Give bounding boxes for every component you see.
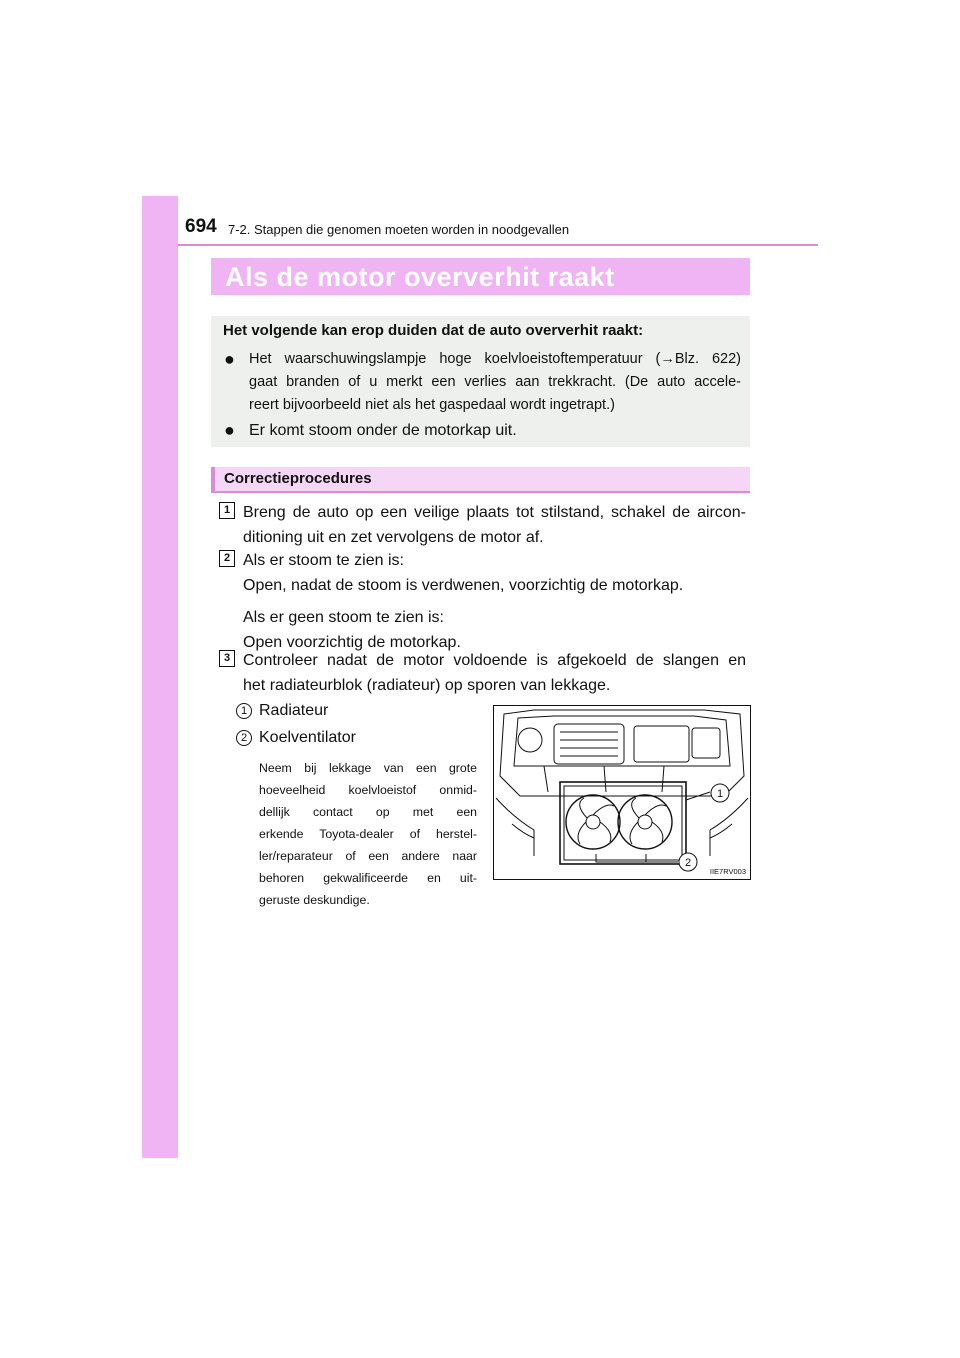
step-1-text [243, 500, 746, 550]
note-line: dellijk contact op met een [259, 805, 477, 819]
note-line: behoren gekwalificeerde en uit- [259, 871, 477, 885]
engine-bay-illustration [493, 705, 751, 880]
page-title: Als de motor oververhit raakt [225, 262, 615, 292]
step-line: Open, nadat de stoom is verdwenen, voorzichtig de motorkap. [243, 577, 684, 594]
step-line: Als er geen stoom te zien is: [243, 609, 444, 626]
step-line: Open voorzichtig de motorkap. [243, 634, 461, 651]
title-bar [211, 258, 750, 295]
warning-bullet-1 [249, 348, 741, 417]
warning-bullet-2: Er komt stoom onder de motorkap uit. [249, 422, 517, 439]
item-label-radiator: Radiateur [259, 702, 329, 719]
warning-heading: Het volgende kan erop duiden dat de auto oververhit raakt: [223, 322, 644, 339]
step-line: Als er stoom te zien is: [243, 552, 404, 569]
step-2-text [243, 548, 746, 655]
figure-callout-1: 1 [716, 788, 724, 800]
header-rule [178, 244, 818, 246]
item-label-cooling-fan: Koelventilator [259, 729, 356, 746]
note-line: ler/reparateur of een andere naar [259, 849, 477, 863]
step-number-box: 1 [219, 502, 235, 519]
figure-callout-2: 2 [684, 857, 692, 869]
page-number: 694 [185, 216, 217, 237]
chapter-sidebar-tab [142, 196, 178, 1158]
note-line: geruste deskundige. [259, 893, 370, 907]
bullet-line: gaat branden of u merkt een verlies aan trekkracht. (De auto accele- [249, 374, 741, 390]
step-line: het radiateurblok (radiateur) op sporen van lekkage. [243, 677, 611, 694]
section-bar [211, 467, 750, 491]
warning-box [211, 316, 750, 447]
note-line: Neem bij lekkage van een grote [259, 761, 477, 775]
figure-code: IIE7RV003 [709, 867, 746, 876]
bullet-line: reert bijvoorbeeld niet als het gaspedaal wordt ingetrapt.) [249, 397, 615, 413]
bullet-line: Het waarschuwingslampje hoge koelvloeistoftemperatuur (→Blz. 622) [249, 351, 741, 367]
step-line: ditioning uit en zet vervolgens de motor af. [243, 529, 544, 546]
step-line: Controleer nadat de motor voldoende is afgekoeld de slangen en [243, 652, 746, 669]
bullet-icon: ● [224, 420, 235, 440]
engine-bay-drawing [494, 706, 750, 879]
note-line: erkende Toyota-dealer of herstel- [259, 827, 477, 841]
section-bar-edge [211, 467, 215, 491]
step-number-box: 3 [219, 650, 235, 667]
section-rule [211, 491, 750, 493]
section-heading: Correctieprocedures [224, 470, 372, 487]
step-line: Breng de auto op een veilige plaats tot stilstand, schakel de aircon- [243, 504, 746, 521]
item-number-circle: 2 [236, 730, 252, 746]
running-head: 7-2. Stappen die genomen moeten worden in noodgevallen [228, 222, 570, 237]
item-number-circle: 1 [236, 703, 252, 719]
bullet-icon: ● [224, 349, 235, 369]
leak-note [259, 757, 477, 911]
step-number-box: 2 [219, 550, 235, 567]
step-3-text [243, 648, 746, 698]
note-line: hoeveelheid koelvloeistof onmid- [259, 783, 477, 797]
